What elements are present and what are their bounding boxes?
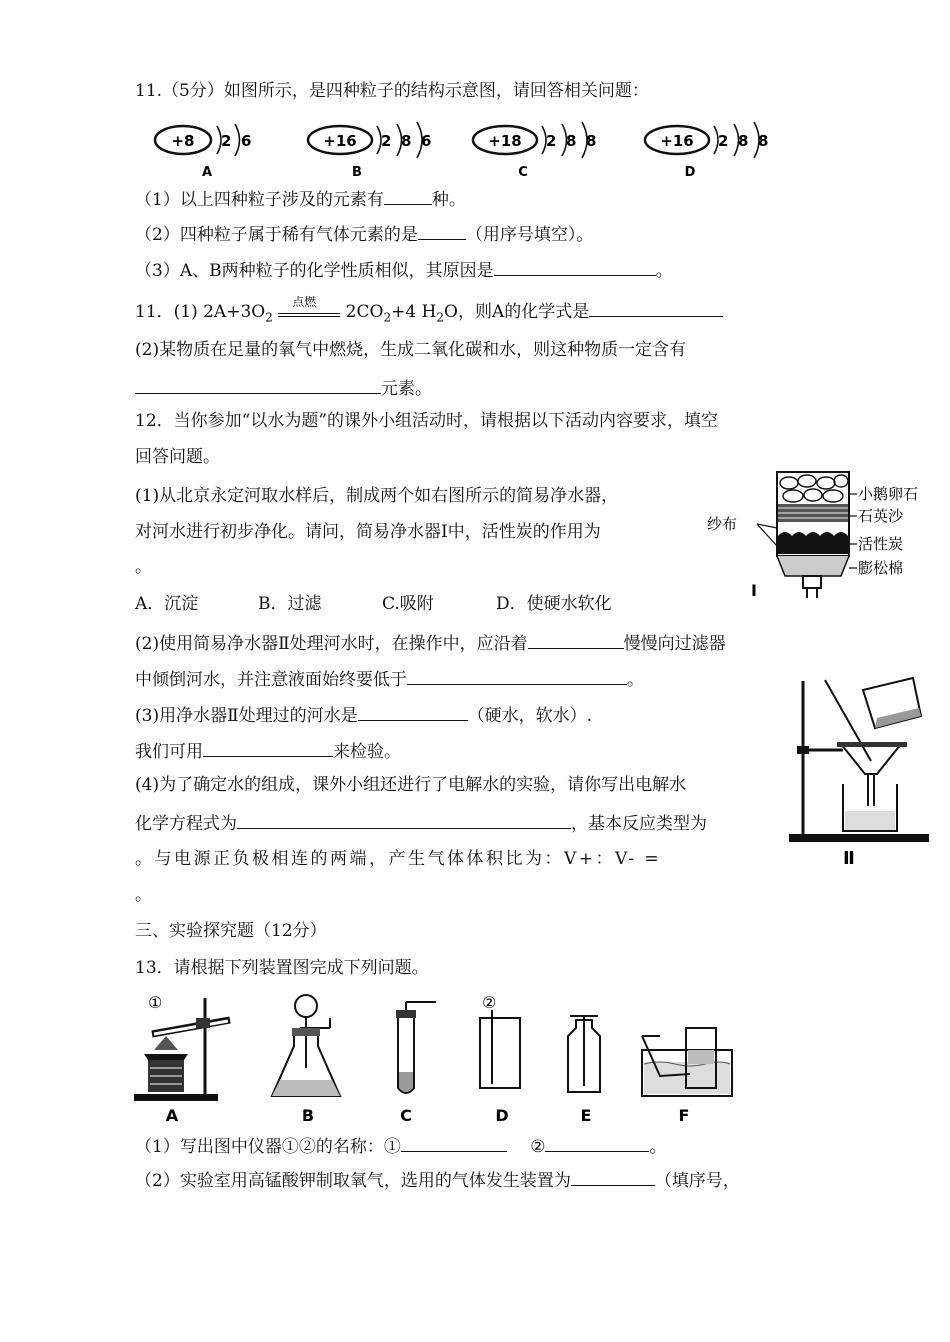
- label-cotton: 膨松棉: [858, 559, 904, 577]
- atom-c-shell-1: 2: [546, 132, 557, 150]
- water-purifier-figure-1: [705, 466, 945, 606]
- label-quartz-sand: 石英沙: [858, 507, 904, 525]
- q11b-line2: (2)某物质在足量的氧气中燃烧，生成二氧化碳和水，则这种物质一定含有: [135, 340, 687, 360]
- q12-line5: 。: [135, 557, 152, 577]
- apparatus-c-label: C: [400, 1106, 412, 1125]
- figure-2-number: Ⅱ: [843, 848, 855, 869]
- atom-a-shell-2: 6: [241, 132, 252, 150]
- q11-blank-2[interactable]: [418, 221, 466, 240]
- atom-b-nucleus: +16: [323, 132, 357, 150]
- filtration-figure-2: [785, 666, 945, 871]
- pebble-layer: [780, 475, 848, 502]
- q11b-blank-1[interactable]: [589, 298, 723, 317]
- apparatus-b-label: B: [301, 1106, 315, 1125]
- atom-d-shell-3: 8: [758, 132, 769, 150]
- q12-blank-4[interactable]: [203, 738, 333, 757]
- apparatus-d: [480, 993, 520, 1125]
- q11b-line3: 元素。: [135, 375, 432, 400]
- q11-part2: （2）四种粒子属于稀有气体元素的是 （用序号填空）。: [135, 221, 593, 246]
- apparatus-e: [568, 1016, 600, 1125]
- atom-a-nucleus: +8: [171, 132, 195, 150]
- atom-d: [645, 122, 768, 180]
- q13-part1: （1）写出图中仪器①②的名称：① ② 。: [135, 1133, 666, 1158]
- q12-blank-3[interactable]: [358, 702, 468, 721]
- atom-a: [155, 124, 251, 180]
- apparatus-d-label: D: [495, 1106, 509, 1125]
- apparatus-a-label: A: [165, 1106, 179, 1125]
- q12-line8: (3)用净水器Ⅱ处理过的河水是 （硬水，软水）.: [135, 702, 592, 727]
- atom-c: [473, 122, 596, 180]
- lab-apparatus-figure: [130, 988, 760, 1128]
- q11-part1: （1）以上四种粒子涉及的元素有 种。: [135, 186, 466, 211]
- q12-option-b: B．过滤: [258, 594, 322, 614]
- q11b-line1: 11．(1) $2A+3O_2$ 点燃 $2CO_2+4$ $H_2O$，则A的化学式是: [135, 298, 723, 328]
- q13-title: 13．请根据下列装置图完成下列问题。: [135, 958, 429, 978]
- q13-part2: （2）实验室用高锰酸钾制取氧气，选用的气体发生装置为 （填序号，: [135, 1167, 740, 1192]
- apparatus-b: [272, 995, 340, 1125]
- q12-blank-1[interactable]: [528, 630, 624, 649]
- apparatus-c: [396, 1002, 436, 1125]
- atom-b-shell-3: 6: [421, 132, 432, 150]
- figure-1-number: Ⅰ: [751, 581, 757, 600]
- q12-line13: 。: [135, 885, 152, 905]
- section-3-title: 三、实验探究题（12分）: [135, 921, 327, 941]
- atom-a-shell-1: 2: [221, 132, 232, 150]
- marker-2: ②: [482, 993, 497, 1012]
- atom-c-shell-3: 8: [586, 132, 597, 150]
- label-pebbles: 小鹅卵石: [858, 485, 919, 503]
- q12-line2: 回答问题。: [135, 447, 220, 467]
- apparatus-f: [642, 1028, 732, 1125]
- atom-b-shell-2: 8: [401, 132, 412, 150]
- atom-b-label: B: [352, 165, 362, 180]
- q12-option-c: C.吸附: [382, 594, 434, 614]
- q13-blank-1[interactable]: [401, 1133, 507, 1152]
- q12-line7: 中倾倒河水，并注意液面始终要低于 。: [135, 666, 644, 691]
- apparatus-e-label: E: [580, 1106, 592, 1125]
- q12-option-a: A．沉淀: [135, 594, 199, 614]
- reaction-condition: 点燃: [292, 295, 317, 309]
- q12-line4: 对河水进行初步净化。请问，简易净水器Ⅰ中，活性炭的作用为: [135, 522, 601, 542]
- atom-d-nucleus: +16: [660, 132, 694, 150]
- q11-title: 11.（5分）如图所示，是四种粒子的结构示意图，请回答相关问题：: [135, 81, 649, 101]
- atom-c-nucleus: +18: [488, 132, 522, 150]
- atom-a-label: A: [201, 165, 213, 180]
- q12-line6: (2)使用简易净水器Ⅱ处理河水时，在操作中，应沿着 慢慢向过滤器: [135, 630, 726, 655]
- q11-part3: （3）A、B两种粒子的化学性质相似，其原因是 。: [135, 257, 673, 282]
- q13-blank-3[interactable]: [571, 1167, 655, 1186]
- atom-d-shell-2: 8: [738, 132, 749, 150]
- q12-line1: 12．当你参加“以水为题”的课外小组活动时，请根据以下活动内容要求，填空: [135, 411, 719, 431]
- q11-blank-3[interactable]: [494, 257, 656, 276]
- atom-d-shell-1: 2: [718, 132, 729, 150]
- atom-structure-diagrams: [145, 118, 795, 180]
- q12-line11: 化学方程式为 ，基本反应类型为: [135, 810, 707, 835]
- label-gauze: 纱布: [707, 515, 738, 533]
- q12-line3: (1)从北京永定河取水样后，制成两个如右图所示的简易净水器，: [135, 486, 619, 506]
- atom-b: [308, 122, 431, 180]
- q12-blank-5[interactable]: [237, 810, 571, 829]
- q12-line10: (4)为了确定水的组成，课外小组还进行了电解水的实验，请你写出电解水: [135, 775, 687, 795]
- q12-line9: 我们可用 来检验。: [135, 738, 401, 763]
- q12-line12: 。与电源正负极相连的两端，产生气体体积比为：V+：V- =: [135, 849, 662, 869]
- q11-blank-1[interactable]: [384, 186, 432, 205]
- q13-blank-2[interactable]: [545, 1133, 649, 1152]
- atom-c-shell-2: 8: [566, 132, 577, 150]
- apparatus-f-label: F: [678, 1106, 690, 1125]
- apparatus-a: [134, 993, 230, 1125]
- q12-blank-2[interactable]: [407, 666, 627, 685]
- q11b-blank-2[interactable]: [135, 375, 381, 394]
- atom-d-label: D: [684, 165, 696, 180]
- label-activated-carbon: 活性炭: [858, 535, 904, 553]
- q12-option-d: D．使硬水软化: [496, 594, 612, 614]
- marker-1: ①: [148, 993, 163, 1012]
- atom-b-shell-1: 2: [381, 132, 392, 150]
- atom-c-label: C: [518, 165, 528, 180]
